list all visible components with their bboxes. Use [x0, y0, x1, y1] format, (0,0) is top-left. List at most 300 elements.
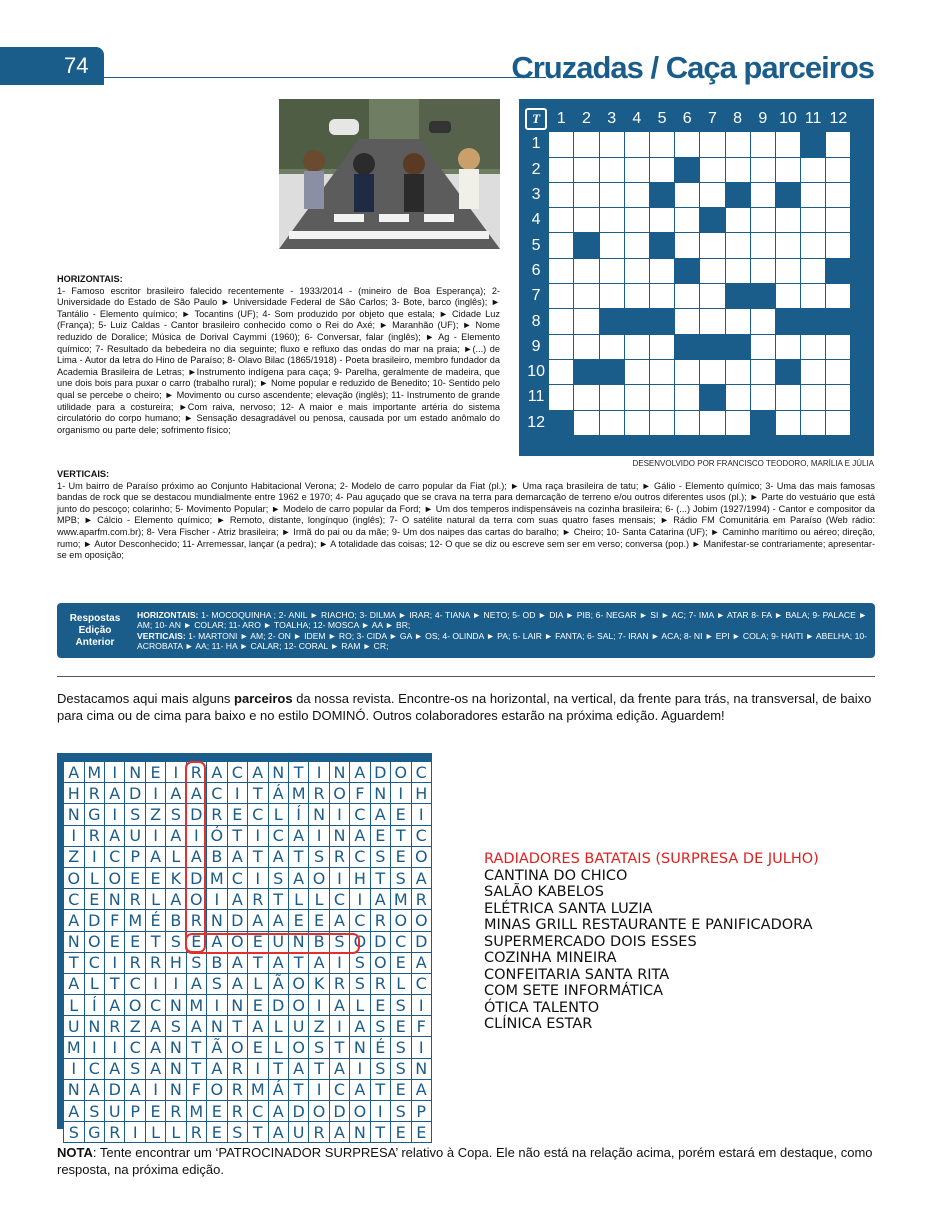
letter-cell[interactable]: T	[247, 783, 268, 804]
answer-cell[interactable]	[750, 182, 775, 207]
letter-cell[interactable]: A	[411, 867, 432, 888]
letter-cell[interactable]: E	[105, 931, 125, 952]
letter-cell[interactable]: R	[309, 783, 329, 804]
letter-cell[interactable]: I	[105, 762, 125, 783]
letter-cell[interactable]: D	[186, 804, 207, 825]
letter-cell[interactable]: D	[227, 910, 247, 931]
letter-cell[interactable]: L	[390, 973, 411, 994]
letter-cell[interactable]: C	[125, 973, 146, 994]
answer-cell[interactable]	[549, 359, 574, 384]
letter-cell[interactable]: L	[145, 1122, 165, 1143]
answer-cell[interactable]	[750, 233, 775, 258]
letter-cell[interactable]: N	[166, 1058, 186, 1079]
letter-cell[interactable]: I	[329, 1016, 349, 1037]
letter-cell[interactable]: E	[370, 825, 390, 846]
answer-cell[interactable]	[624, 233, 649, 258]
letter-cell[interactable]: S	[350, 973, 370, 994]
letter-cell[interactable]: D	[329, 1101, 349, 1122]
letter-cell[interactable]: C	[227, 762, 247, 783]
letter-cell[interactable]: M	[84, 762, 105, 783]
answer-cell[interactable]	[624, 284, 649, 309]
letter-cell[interactable]: A	[329, 1058, 349, 1079]
letter-cell[interactable]: R	[166, 1101, 186, 1122]
letter-cell[interactable]: A	[288, 825, 309, 846]
letter-cell[interactable]: T	[247, 952, 268, 973]
letter-cell[interactable]: L	[84, 867, 105, 888]
answer-cell[interactable]	[599, 385, 624, 410]
answer-cell[interactable]	[649, 284, 674, 309]
letter-cell[interactable]: E	[125, 867, 146, 888]
letter-cell[interactable]: O	[227, 931, 247, 952]
answer-cell[interactable]	[725, 359, 750, 384]
letter-cell[interactable]: L	[145, 889, 165, 910]
letter-cell[interactable]: I	[247, 867, 268, 888]
letter-cell[interactable]: D	[370, 931, 390, 952]
answer-cell[interactable]	[775, 132, 800, 157]
letter-cell[interactable]: A	[186, 783, 207, 804]
letter-cell[interactable]: T	[186, 1037, 207, 1058]
letter-cell[interactable]: S	[166, 931, 186, 952]
letter-cell[interactable]: M	[125, 910, 146, 931]
letter-cell[interactable]: T	[227, 825, 247, 846]
letter-cell[interactable]: E	[390, 804, 411, 825]
answer-cell[interactable]	[750, 359, 775, 384]
letter-cell[interactable]: S	[309, 1037, 329, 1058]
letter-cell[interactable]: C	[247, 1101, 268, 1122]
letter-cell[interactable]: D	[288, 1101, 309, 1122]
letter-cell[interactable]: A	[105, 825, 125, 846]
letter-cell[interactable]: A	[227, 973, 247, 994]
letter-cell[interactable]: T	[247, 1122, 268, 1143]
letter-cell[interactable]: E	[370, 995, 390, 1016]
letter-cell[interactable]: D	[370, 762, 390, 783]
letter-cell[interactable]: S	[227, 1122, 247, 1143]
answer-cell[interactable]	[700, 132, 725, 157]
answer-cell[interactable]	[574, 208, 599, 233]
letter-cell[interactable]: Ã	[207, 1037, 228, 1058]
answer-cell[interactable]	[675, 359, 700, 384]
letter-cell[interactable]: E	[207, 1101, 228, 1122]
letter-cell[interactable]: O	[411, 910, 432, 931]
letter-cell[interactable]: C	[411, 973, 432, 994]
letter-cell[interactable]: S	[125, 804, 146, 825]
letter-cell[interactable]: T	[329, 1037, 349, 1058]
answer-cell[interactable]	[801, 157, 826, 182]
letter-cell[interactable]: O	[390, 762, 411, 783]
letter-cell[interactable]: E	[390, 846, 411, 867]
answer-cell[interactable]	[649, 359, 674, 384]
letter-cell[interactable]: É	[370, 1037, 390, 1058]
letter-cell[interactable]: E	[247, 995, 268, 1016]
letter-cell[interactable]: H	[64, 783, 85, 804]
letter-cell[interactable]: O	[125, 995, 146, 1016]
letter-cell[interactable]: N	[329, 825, 349, 846]
answer-cell[interactable]	[775, 284, 800, 309]
letter-cell[interactable]: B	[166, 910, 186, 931]
letter-cell[interactable]: O	[350, 1101, 370, 1122]
letter-cell[interactable]: E	[390, 1122, 411, 1143]
letter-cell[interactable]: A	[145, 846, 165, 867]
answer-cell[interactable]	[826, 157, 851, 182]
answer-cell[interactable]	[649, 157, 674, 182]
letter-cell[interactable]: M	[186, 1101, 207, 1122]
letter-cell[interactable]: I	[145, 783, 165, 804]
letter-cell[interactable]: Z	[309, 1016, 329, 1037]
letter-cell[interactable]: Z	[125, 1016, 146, 1037]
letter-cell[interactable]: R	[309, 1122, 329, 1143]
letter-cell[interactable]: A	[64, 1101, 85, 1122]
letter-cell[interactable]: L	[247, 973, 268, 994]
letter-cell[interactable]: D	[411, 931, 432, 952]
letter-cell[interactable]: O	[288, 973, 309, 994]
answer-cell[interactable]	[624, 359, 649, 384]
letter-cell[interactable]: C	[268, 825, 288, 846]
answer-cell[interactable]	[599, 182, 624, 207]
letter-cell[interactable]: A	[268, 1101, 288, 1122]
letter-cell[interactable]: A	[145, 1058, 165, 1079]
letter-cell[interactable]: I	[105, 804, 125, 825]
answer-cell[interactable]	[700, 182, 725, 207]
answer-cell[interactable]	[675, 410, 700, 435]
letter-cell[interactable]: M	[64, 1037, 85, 1058]
letter-cell[interactable]: C	[125, 1037, 146, 1058]
letter-cell[interactable]: A	[329, 1122, 349, 1143]
letter-cell[interactable]: R	[370, 973, 390, 994]
letter-cell[interactable]: S	[166, 804, 186, 825]
letter-cell[interactable]: E	[247, 931, 268, 952]
letter-cell[interactable]: E	[145, 1101, 165, 1122]
answer-cell[interactable]	[826, 410, 851, 435]
answer-cell[interactable]	[649, 208, 674, 233]
letter-cell[interactable]: O	[329, 783, 349, 804]
letter-cell[interactable]: A	[105, 995, 125, 1016]
answer-cell[interactable]	[775, 385, 800, 410]
answer-cell[interactable]	[624, 334, 649, 359]
letter-cell[interactable]: N	[64, 804, 85, 825]
answer-cell[interactable]	[574, 258, 599, 283]
letter-cell[interactable]: C	[411, 825, 432, 846]
letter-cell[interactable]: C	[411, 762, 432, 783]
letter-cell[interactable]: A	[207, 1058, 228, 1079]
answer-cell[interactable]	[649, 385, 674, 410]
answer-cell[interactable]	[599, 157, 624, 182]
letter-cell[interactable]: C	[329, 1079, 349, 1100]
letter-cell[interactable]: I	[411, 1037, 432, 1058]
letter-cell[interactable]: I	[207, 995, 228, 1016]
letter-cell[interactable]: U	[268, 931, 288, 952]
letter-cell[interactable]: A	[105, 783, 125, 804]
letter-cell[interactable]: I	[329, 804, 349, 825]
answer-cell[interactable]	[826, 182, 851, 207]
letter-cell[interactable]: R	[186, 1122, 207, 1143]
letter-cell[interactable]: R	[105, 1016, 125, 1037]
letter-cell[interactable]: A	[64, 762, 85, 783]
letter-cell[interactable]: N	[125, 762, 146, 783]
letter-cell[interactable]: I	[390, 783, 411, 804]
letter-cell[interactable]: I	[309, 1079, 329, 1100]
answer-cell[interactable]	[675, 309, 700, 334]
letter-cell[interactable]: N	[64, 1079, 85, 1100]
letter-cell[interactable]: R	[227, 1101, 247, 1122]
answer-cell[interactable]	[624, 258, 649, 283]
letter-cell[interactable]: K	[166, 867, 186, 888]
answer-cell[interactable]	[826, 334, 851, 359]
letter-cell[interactable]: C	[105, 846, 125, 867]
letter-cell[interactable]: R	[84, 825, 105, 846]
letter-cell[interactable]: I	[411, 995, 432, 1016]
letter-cell[interactable]: Z	[64, 846, 85, 867]
letter-cell[interactable]: Z	[145, 804, 165, 825]
letter-cell[interactable]: B	[207, 952, 228, 973]
letter-cell[interactable]: A	[329, 995, 349, 1016]
letter-cell[interactable]: A	[64, 910, 85, 931]
answer-cell[interactable]	[599, 233, 624, 258]
letter-cell[interactable]: I	[227, 783, 247, 804]
answer-cell[interactable]	[725, 132, 750, 157]
letter-cell[interactable]: A	[350, 762, 370, 783]
letter-cell[interactable]: F	[186, 1079, 207, 1100]
letter-cell[interactable]: N	[64, 931, 85, 952]
letter-cell[interactable]: P	[125, 1101, 146, 1122]
letter-cell[interactable]: S	[166, 1016, 186, 1037]
answer-cell[interactable]	[574, 284, 599, 309]
answer-cell[interactable]	[725, 258, 750, 283]
letter-cell[interactable]: L	[288, 889, 309, 910]
answer-cell[interactable]	[826, 385, 851, 410]
letter-cell[interactable]: A	[288, 1058, 309, 1079]
letter-cell[interactable]: A	[64, 973, 85, 994]
letter-cell[interactable]: S	[268, 867, 288, 888]
letter-cell[interactable]: A	[350, 1079, 370, 1100]
letter-cell[interactable]: I	[247, 825, 268, 846]
letter-cell[interactable]: S	[390, 995, 411, 1016]
letter-cell[interactable]: E	[309, 910, 329, 931]
answer-cell[interactable]	[574, 182, 599, 207]
answer-cell[interactable]	[624, 157, 649, 182]
answer-cell[interactable]	[775, 208, 800, 233]
letter-cell[interactable]: Á	[268, 783, 288, 804]
letter-cell[interactable]: O	[288, 1037, 309, 1058]
letter-cell[interactable]: R	[207, 804, 228, 825]
letter-cell[interactable]: A	[186, 973, 207, 994]
letter-cell[interactable]: S	[390, 867, 411, 888]
letter-cell[interactable]: I	[370, 1101, 390, 1122]
answer-cell[interactable]	[624, 385, 649, 410]
letter-cell[interactable]: U	[64, 1016, 85, 1037]
letter-cell[interactable]: T	[268, 1058, 288, 1079]
letter-cell[interactable]: N	[329, 762, 349, 783]
letter-cell[interactable]: T	[288, 762, 309, 783]
letter-cell[interactable]: N	[411, 1058, 432, 1079]
letter-cell[interactable]: L	[309, 889, 329, 910]
letter-cell[interactable]: A	[350, 1016, 370, 1037]
letter-cell[interactable]: C	[207, 783, 228, 804]
answer-cell[interactable]	[599, 284, 624, 309]
letter-cell[interactable]: E	[227, 804, 247, 825]
letter-cell[interactable]: E	[288, 910, 309, 931]
answer-cell[interactable]	[675, 208, 700, 233]
letter-cell[interactable]: E	[145, 762, 165, 783]
letter-cell[interactable]: I	[125, 1122, 146, 1143]
letter-cell[interactable]: E	[390, 1079, 411, 1100]
letter-cell[interactable]: U	[288, 1122, 309, 1143]
letter-cell[interactable]: A	[125, 1079, 146, 1100]
letter-cell[interactable]: F	[411, 1016, 432, 1037]
letter-cell[interactable]: A	[227, 846, 247, 867]
answer-cell[interactable]	[775, 258, 800, 283]
letter-cell[interactable]: A	[309, 952, 329, 973]
letter-cell[interactable]: R	[227, 1079, 247, 1100]
letter-cell[interactable]: H	[411, 783, 432, 804]
letter-cell[interactable]: U	[288, 1016, 309, 1037]
letter-cell[interactable]: I	[145, 973, 165, 994]
answer-cell[interactable]	[549, 309, 574, 334]
letter-cell[interactable]: T	[288, 1079, 309, 1100]
letter-cell[interactable]: F	[350, 783, 370, 804]
answer-cell[interactable]	[826, 132, 851, 157]
letter-cell[interactable]: R	[84, 783, 105, 804]
letter-cell[interactable]: E	[411, 1122, 432, 1143]
letter-cell[interactable]: A	[411, 1079, 432, 1100]
letter-cell[interactable]: N	[227, 995, 247, 1016]
letter-cell[interactable]: A	[288, 867, 309, 888]
letter-cell[interactable]: O	[207, 1079, 228, 1100]
letter-cell[interactable]: A	[370, 804, 390, 825]
answer-cell[interactable]	[675, 132, 700, 157]
answer-cell[interactable]	[574, 132, 599, 157]
answer-cell[interactable]	[599, 334, 624, 359]
letter-cell[interactable]: N	[288, 931, 309, 952]
answer-cell[interactable]	[775, 233, 800, 258]
answer-cell[interactable]	[700, 284, 725, 309]
letter-cell[interactable]: C	[145, 995, 165, 1016]
answer-cell[interactable]	[549, 132, 574, 157]
letter-cell[interactable]: N	[166, 1079, 186, 1100]
answer-cell[interactable]	[574, 309, 599, 334]
letter-cell[interactable]: A	[247, 1016, 268, 1037]
letter-cell[interactable]: T	[145, 931, 165, 952]
letter-cell[interactable]: I	[145, 1079, 165, 1100]
letter-cell[interactable]: C	[329, 889, 349, 910]
answer-cell[interactable]	[675, 233, 700, 258]
answer-cell[interactable]	[801, 182, 826, 207]
letter-cell[interactable]: T	[390, 825, 411, 846]
answer-cell[interactable]	[775, 410, 800, 435]
letter-cell[interactable]: É	[145, 910, 165, 931]
answer-cell[interactable]	[801, 410, 826, 435]
letter-cell[interactable]: A	[105, 1058, 125, 1079]
letter-cell[interactable]: I	[411, 804, 432, 825]
letter-cell[interactable]: N	[84, 1016, 105, 1037]
answer-cell[interactable]	[700, 233, 725, 258]
answer-cell[interactable]	[574, 157, 599, 182]
letter-cell[interactable]: L	[64, 995, 85, 1016]
letter-cell[interactable]: I	[84, 1037, 105, 1058]
letter-cell[interactable]: C	[247, 804, 268, 825]
answer-cell[interactable]	[624, 208, 649, 233]
letter-cell[interactable]: S	[186, 952, 207, 973]
answer-cell[interactable]	[675, 182, 700, 207]
letter-cell[interactable]: C	[84, 952, 105, 973]
letter-cell[interactable]: O	[84, 931, 105, 952]
letter-cell[interactable]: A	[207, 762, 228, 783]
letter-cell[interactable]: I	[145, 825, 165, 846]
letter-cell[interactable]: E	[145, 867, 165, 888]
letter-cell[interactable]: T	[268, 889, 288, 910]
letter-cell[interactable]: A	[145, 1037, 165, 1058]
answer-cell[interactable]	[574, 410, 599, 435]
answer-cell[interactable]	[549, 208, 574, 233]
letter-cell[interactable]: R	[125, 952, 146, 973]
letter-cell[interactable]: H	[350, 867, 370, 888]
letter-cell[interactable]: T	[64, 952, 85, 973]
answer-cell[interactable]	[649, 410, 674, 435]
letter-cell[interactable]: A	[145, 1016, 165, 1037]
answer-cell[interactable]	[775, 157, 800, 182]
answer-cell[interactable]	[700, 309, 725, 334]
letter-cell[interactable]: K	[309, 973, 329, 994]
letter-cell[interactable]: T	[370, 1079, 390, 1100]
letter-cell[interactable]: E	[186, 931, 207, 952]
letter-cell[interactable]: I	[350, 889, 370, 910]
letter-cell[interactable]: S	[64, 1122, 85, 1143]
letter-cell[interactable]: S	[370, 846, 390, 867]
letter-cell[interactable]: T	[227, 1016, 247, 1037]
answer-cell[interactable]	[574, 385, 599, 410]
answer-cell[interactable]	[574, 334, 599, 359]
answer-cell[interactable]	[649, 132, 674, 157]
letter-cell[interactable]: R	[370, 910, 390, 931]
answer-cell[interactable]	[750, 309, 775, 334]
letter-cell[interactable]: A	[247, 910, 268, 931]
answer-cell[interactable]	[801, 233, 826, 258]
letter-cell[interactable]: P	[411, 1101, 432, 1122]
letter-cell[interactable]: L	[268, 1037, 288, 1058]
letter-cell[interactable]: M	[288, 783, 309, 804]
letter-cell[interactable]: R	[247, 889, 268, 910]
letter-cell[interactable]: E	[84, 889, 105, 910]
letter-cell[interactable]: Í	[288, 804, 309, 825]
letter-cell[interactable]: A	[370, 889, 390, 910]
letter-cell[interactable]: G	[84, 804, 105, 825]
answer-cell[interactable]	[801, 208, 826, 233]
letter-cell[interactable]: S	[84, 1101, 105, 1122]
answer-cell[interactable]	[750, 385, 775, 410]
letter-cell[interactable]: T	[105, 973, 125, 994]
letter-cell[interactable]: C	[350, 846, 370, 867]
letter-cell[interactable]: D	[84, 910, 105, 931]
answer-cell[interactable]	[725, 208, 750, 233]
letter-cell[interactable]: I	[186, 825, 207, 846]
letter-cell[interactable]: A	[227, 952, 247, 973]
letter-cell[interactable]: N	[350, 1037, 370, 1058]
letter-cell[interactable]: I	[329, 867, 349, 888]
letter-cell[interactable]: P	[125, 846, 146, 867]
answer-cell[interactable]	[549, 258, 574, 283]
answer-cell[interactable]	[826, 208, 851, 233]
letter-cell[interactable]: T	[370, 867, 390, 888]
letter-cell[interactable]: E	[247, 1037, 268, 1058]
letter-cell[interactable]: N	[370, 783, 390, 804]
letter-cell[interactable]: Ó	[207, 825, 228, 846]
letter-cell[interactable]: D	[268, 995, 288, 1016]
letter-cell[interactable]: I	[105, 1037, 125, 1058]
letter-cell[interactable]: N	[207, 910, 228, 931]
letter-cell[interactable]: N	[105, 889, 125, 910]
answer-cell[interactable]	[826, 359, 851, 384]
answer-cell[interactable]	[624, 410, 649, 435]
letter-cell[interactable]: E	[125, 931, 146, 952]
